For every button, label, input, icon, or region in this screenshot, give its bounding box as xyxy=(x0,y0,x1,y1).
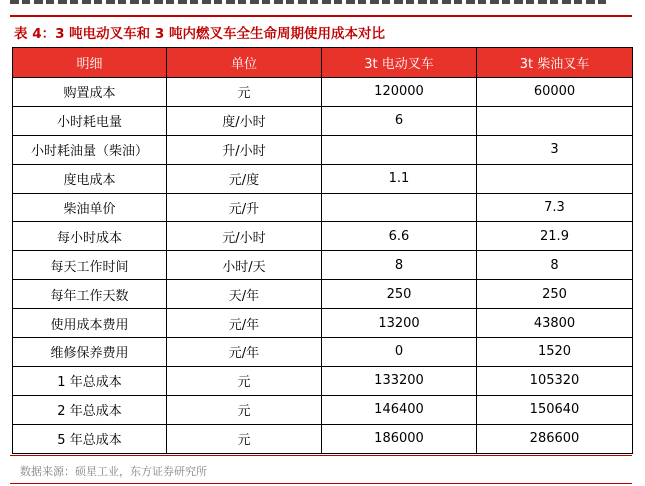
footer-divider xyxy=(10,483,632,484)
table-row xyxy=(13,395,633,424)
item-cell: 小时耗电量 xyxy=(13,106,167,135)
electric-value-cell: 120000 xyxy=(322,78,477,107)
table-row xyxy=(13,338,633,367)
electric-value-cell xyxy=(322,135,477,164)
diesel-value-cell: 21.9 xyxy=(477,222,633,251)
electric-value-cell: 8 xyxy=(322,251,477,280)
table-row xyxy=(13,193,633,222)
column-header-item: 明细 xyxy=(13,48,167,78)
diesel-value-cell xyxy=(477,106,633,135)
column-header-electric-forklift: 3t 电动叉车 xyxy=(322,48,477,78)
unit-cell: 元/小时 xyxy=(167,222,322,251)
electric-value-cell: 13200 xyxy=(322,309,477,338)
electric-value-cell xyxy=(322,193,477,222)
unit-cell: 小时/天 xyxy=(167,251,322,280)
electric-value-cell: 186000 xyxy=(322,424,477,453)
item-cell: 小时耗油量（柴油） xyxy=(13,135,167,164)
unit-cell: 元 xyxy=(167,78,322,107)
table-row xyxy=(13,106,633,135)
electric-value-cell: 133200 xyxy=(322,366,477,395)
table-row xyxy=(13,309,633,338)
table-title: 表 4：3 吨电动叉车和 3 吨内燃叉车全生命周期使用成本对比 xyxy=(14,26,385,42)
item-cell: 每天工作时间 xyxy=(13,251,167,280)
diesel-value-cell: 150640 xyxy=(477,395,633,424)
unit-cell: 元/年 xyxy=(167,338,322,367)
table-row xyxy=(13,424,633,453)
item-cell: 1 年总成本 xyxy=(13,366,167,395)
electric-value-cell: 1.1 xyxy=(322,164,477,193)
diesel-value-cell: 3 xyxy=(477,135,633,164)
table-row xyxy=(13,366,633,395)
unit-cell: 元/年 xyxy=(167,309,322,338)
item-cell: 柴油单价 xyxy=(13,193,167,222)
unit-cell: 元 xyxy=(167,395,322,424)
unit-cell: 元/升 xyxy=(167,193,322,222)
electric-value-cell: 6.6 xyxy=(322,222,477,251)
source-divider xyxy=(10,455,632,456)
unit-cell: 度/小时 xyxy=(167,106,322,135)
diesel-value-cell: 286600 xyxy=(477,424,633,453)
table-row xyxy=(13,135,633,164)
column-header-unit: 单位 xyxy=(167,48,322,78)
table-row xyxy=(13,164,633,193)
table-row xyxy=(13,251,633,280)
item-cell: 每小时成本 xyxy=(13,222,167,251)
item-cell: 2 年总成本 xyxy=(13,395,167,424)
item-cell: 购置成本 xyxy=(13,78,167,107)
unit-cell: 元/度 xyxy=(167,164,322,193)
item-cell: 5 年总成本 xyxy=(13,424,167,453)
diesel-value-cell: 7.3 xyxy=(477,193,633,222)
cost-comparison-table xyxy=(12,47,633,454)
electric-value-cell: 0 xyxy=(322,338,477,367)
title-divider xyxy=(10,15,632,17)
table-row xyxy=(13,280,633,309)
diesel-value-cell: 105320 xyxy=(477,366,633,395)
unit-cell: 升/小时 xyxy=(167,135,322,164)
diesel-value-cell xyxy=(477,164,633,193)
electric-value-cell: 250 xyxy=(322,280,477,309)
unit-cell: 天/年 xyxy=(167,280,322,309)
electric-value-cell: 6 xyxy=(322,106,477,135)
column-header-diesel-forklift: 3t 柴油叉车 xyxy=(477,48,633,78)
item-cell: 维修保养费用 xyxy=(13,338,167,367)
diesel-value-cell: 60000 xyxy=(477,78,633,107)
diesel-value-cell: 250 xyxy=(477,280,633,309)
item-cell: 使用成本费用 xyxy=(13,309,167,338)
source-note: 数据来源：硕星工业，东方证券研究所 xyxy=(20,465,207,478)
item-cell: 每年工作天数 xyxy=(13,280,167,309)
table-row xyxy=(13,222,633,251)
diesel-value-cell: 8 xyxy=(477,251,633,280)
table-row xyxy=(13,78,633,107)
unit-cell: 元 xyxy=(167,366,322,395)
cropped-text-strip xyxy=(0,0,645,8)
item-cell: 度电成本 xyxy=(13,164,167,193)
electric-value-cell: 146400 xyxy=(322,395,477,424)
table-header-row xyxy=(13,48,633,78)
diesel-value-cell: 1520 xyxy=(477,338,633,367)
unit-cell: 元 xyxy=(167,424,322,453)
diesel-value-cell: 43800 xyxy=(477,309,633,338)
